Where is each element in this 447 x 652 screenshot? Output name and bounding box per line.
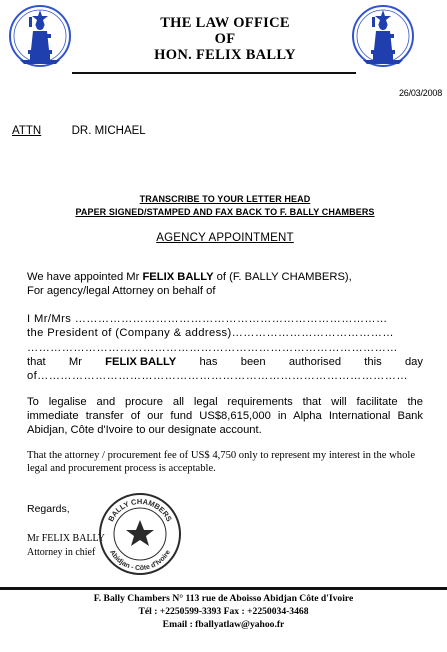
auth-word-this: this: [364, 356, 382, 368]
attn-label: ATTN: [12, 125, 42, 137]
auth-name: FELIX BALLY: [105, 356, 177, 368]
body-behalf-line: For agency/legal Attorney on behalf of: [27, 285, 216, 297]
closing-regards: Regards,: [27, 503, 70, 515]
fill-in-name-line: I Mr/Mrs ………………………………………………………………………: [27, 313, 388, 325]
attention-line: [12, 125, 146, 137]
company-seal-icon: [96, 490, 184, 578]
footer-divider: [0, 587, 447, 590]
instruction-line1: TRANSCRIBE TO YOUR LETTER HEAD: [139, 194, 311, 204]
header-title-line1: THE LAW OFFICE: [160, 15, 290, 31]
fill-in-blank-line: ……………………………………………………………………………………: [27, 342, 398, 354]
letter-date: 26/03/2008: [398, 88, 442, 98]
seal-top-text: BALLY CHAMBERS: [106, 496, 174, 524]
fill-in-president-line: the President of (Company & address)……………………………………: [27, 327, 394, 339]
statue-emblem-left-icon: [8, 4, 72, 68]
body-appointment-line: [27, 271, 423, 284]
statue-emblem-right-icon: [351, 4, 415, 68]
fill-in-date-line: of……………………………………………………………………………………: [27, 370, 408, 382]
footer-phone-fax: Tél : +2250599-3393 Fax : +2250034-3468: [138, 606, 309, 617]
auth-word-has: has: [199, 356, 218, 368]
auth-word-day: day: [404, 356, 423, 368]
auth-word-mr: Mr: [68, 356, 82, 368]
body-p1-post: of (F. BALLY CHAMBERS),: [213, 271, 352, 283]
transfer-line2: immediate transfer of our fund US$8,615,000 in Alpha International Bank: [27, 410, 423, 422]
document-heading: AGENCY APPOINTMENT: [156, 232, 294, 244]
attn-name: DR. MICHAEL: [71, 125, 146, 137]
footer-email: Email : fballyatlaw@yahoo.fr: [162, 619, 285, 630]
header-title-line3: HON. FELIX BALLY: [154, 47, 296, 63]
transfer-line1: To legalise and procure all legal requirements that will facilitate the: [27, 396, 423, 408]
header-title-line2: OF: [214, 31, 236, 47]
auth-word-been: been: [240, 356, 266, 368]
body-p1-name: FELIX BALLY: [142, 271, 214, 283]
signer-role: Attorney in chief: [27, 547, 96, 558]
auth-word-that: that: [27, 356, 46, 368]
instruction-line2: PAPER SIGNED/STAMPED AND FAX BACK TO F. BALLY CHAMBERS: [75, 207, 375, 217]
footer-address: F. Bally Chambers N° 113 rue de Aboisso Abidjan Côte d'Ivoire: [93, 593, 354, 604]
signer-name: Mr FELIX BALLY: [27, 533, 105, 544]
body-p1-pre: We have appointed Mr: [27, 271, 143, 283]
svg-text:Abidjan - Côte d'Ivoire: [108, 549, 172, 572]
header-divider: [72, 72, 356, 74]
auth-word-authorised: authorised: [288, 356, 342, 368]
seal-bottom-text: Abidjan - Côte d'Ivoire: [108, 549, 172, 573]
fee-paragraph: That the attorney / procurement fee of US$ 4,750 only to represent my interest in the whole legal and procurement process is acceptable.: [27, 450, 416, 474]
transfer-line3: Abidjan, Côte d'Ivoire to our designate account.: [27, 424, 262, 436]
authorisation-line: [27, 356, 423, 369]
